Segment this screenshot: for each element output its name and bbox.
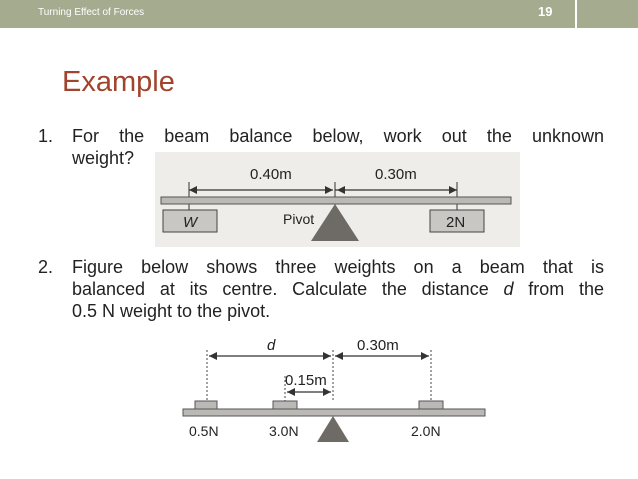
distance-inner-label: 0.15m (285, 372, 327, 389)
arrowhead-d-right (323, 352, 331, 360)
beam-balance-figure-1 (155, 152, 520, 247)
pivot-label: Pivot (283, 211, 315, 227)
question-2-line-1: Figure below shows three weights on a beam that is (72, 257, 604, 277)
header-title: Turning Effect of Forces (38, 7, 145, 18)
question-2-line-2 (72, 278, 604, 300)
weight-label-3: 2.0N (411, 423, 441, 439)
question-2-number: 2. (38, 257, 54, 277)
question-2-line-2-start: balanced at its centre. Calculate the distance (72, 279, 504, 299)
question-1-line-2: weight? (72, 148, 135, 168)
beam-balance-figure-2 (175, 334, 495, 444)
arrowhead-d-left (209, 352, 217, 360)
arrowhead-right-right (421, 352, 429, 360)
slide-heading: Example (62, 66, 175, 98)
beam-2 (183, 409, 485, 416)
distance-right-label: 0.30m (357, 337, 399, 354)
header-divider (575, 0, 577, 28)
weight-block-3 (419, 401, 443, 409)
variable-d: d (503, 279, 514, 299)
distance-label-right: 0.30m (375, 166, 417, 183)
weight-label-2: 3.0N (269, 423, 299, 439)
arrowhead-inner-right (323, 388, 331, 396)
pivot-triangle-2 (317, 416, 349, 442)
distance-d-label: d (267, 337, 276, 354)
weight-block-1 (195, 401, 217, 409)
distance-label-left: 0.40m (250, 166, 292, 183)
weight-label-1: 0.5N (189, 423, 219, 439)
question-2-line-3: 0.5 N weight to the pivot. (72, 301, 271, 321)
question-1-line-1: For the beam balance below, work out the unknown (72, 126, 604, 146)
header-bar (0, 0, 638, 28)
slide-number: 19 (538, 4, 553, 19)
question-2 (38, 256, 604, 326)
beam (161, 197, 511, 204)
arrowhead-inner-left (287, 388, 295, 396)
weight-block-2 (273, 401, 297, 409)
arrowhead-right-left (335, 352, 343, 360)
question-2-line-2-end: from the (513, 279, 605, 299)
question-1-number: 1. (38, 126, 54, 146)
weight-label-left: W (183, 214, 198, 231)
weight-label-right: 2N (446, 214, 466, 231)
